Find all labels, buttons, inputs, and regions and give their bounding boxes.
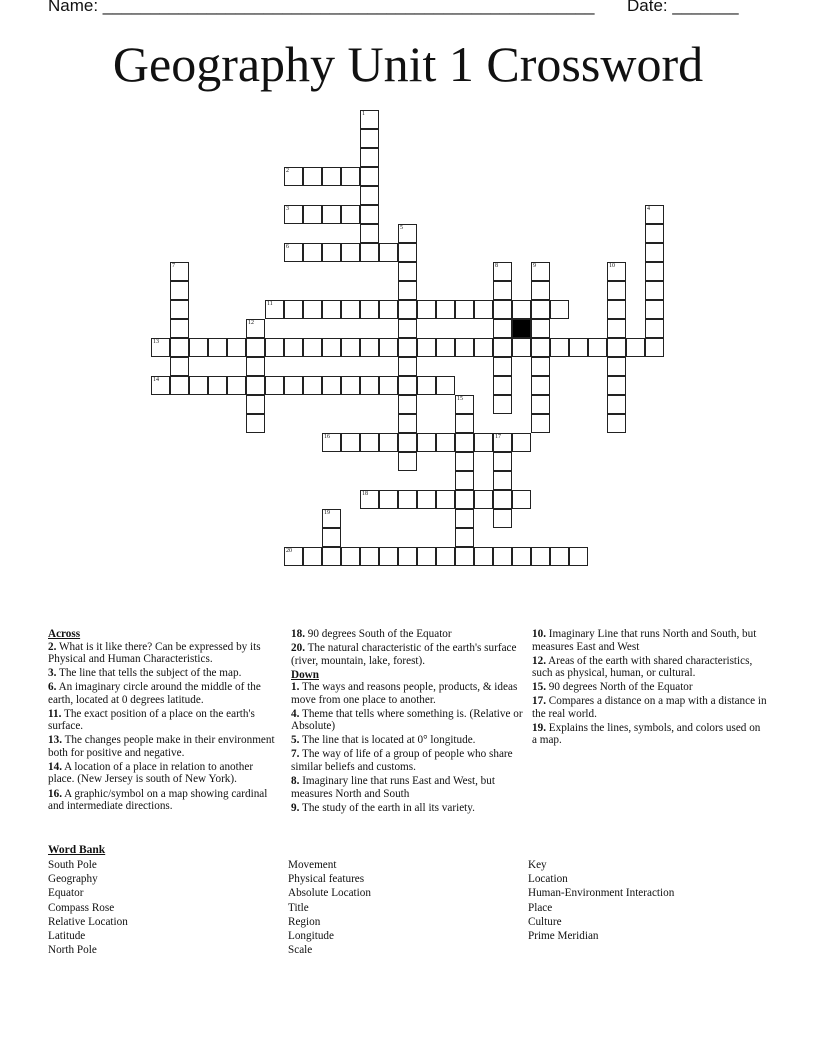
grid-cell[interactable]	[170, 357, 189, 376]
grid-cell[interactable]	[189, 376, 208, 395]
grid-cell[interactable]	[455, 471, 474, 490]
grid-number: 18	[362, 491, 368, 497]
word-bank-item: Place	[528, 901, 553, 914]
grid-cell[interactable]	[265, 376, 284, 395]
grid-cell[interactable]	[436, 490, 455, 509]
grid-number: 5	[400, 225, 403, 231]
grid-cell[interactable]	[493, 319, 512, 338]
grid-cell[interactable]	[398, 490, 417, 509]
grid-cell[interactable]	[550, 547, 569, 566]
grid-cell[interactable]	[360, 376, 379, 395]
grid-number: 11	[267, 301, 273, 307]
grid-cell[interactable]	[341, 167, 360, 186]
grid-cell[interactable]	[360, 167, 379, 186]
grid-cell[interactable]	[322, 376, 341, 395]
grid-cell[interactable]	[436, 338, 455, 357]
grid-cell[interactable]	[246, 357, 265, 376]
grid-cell[interactable]	[303, 547, 322, 566]
grid-cell[interactable]	[398, 547, 417, 566]
down-clue: 17. Compares a distance on a map with a distance in the real world.	[532, 695, 767, 720]
word-bank-item: Latitude	[48, 930, 86, 943]
word-bank-item: Geography	[48, 873, 98, 886]
grid-cell[interactable]	[493, 300, 512, 319]
grid-number: 16	[324, 434, 330, 440]
grid-cell[interactable]	[246, 414, 265, 433]
grid-cell[interactable]	[170, 338, 189, 357]
grid-cell[interactable]	[455, 414, 474, 433]
grid-cell[interactable]	[398, 281, 417, 300]
clues-column-1	[48, 628, 280, 814]
word-bank-column-1	[48, 858, 128, 957]
grid-cell[interactable]	[607, 357, 626, 376]
grid-cell[interactable]	[360, 186, 379, 205]
grid-cell[interactable]	[645, 338, 664, 357]
grid-cell[interactable]	[436, 547, 455, 566]
grid-cell[interactable]	[531, 300, 550, 319]
grid-cell[interactable]	[341, 376, 360, 395]
grid-cell[interactable]	[531, 357, 550, 376]
down-clue: 10. Imaginary Line that runs North and South, but measures East and West	[532, 628, 757, 653]
grid-cell[interactable]	[512, 547, 531, 566]
down-clue: 12. Areas of the earth with shared characteristics, such as physical, human, or cultural.	[532, 654, 753, 680]
grid-cell[interactable]	[379, 547, 398, 566]
grid-cell[interactable]	[645, 243, 664, 262]
grid-cell[interactable]	[493, 357, 512, 376]
grid-cell[interactable]	[512, 433, 531, 452]
grid-cell[interactable]	[189, 338, 208, 357]
grid-cell[interactable]	[246, 395, 265, 414]
grid-number: 3	[286, 206, 289, 212]
grid-cell[interactable]	[645, 262, 664, 281]
grid-cell[interactable]	[303, 167, 322, 186]
across-clue: 2. What is it like there? Can be expressed by its Physical and Human Characteristics.	[48, 640, 261, 665]
grid-cell[interactable]	[170, 319, 189, 338]
grid-cell[interactable]	[455, 300, 474, 319]
grid-cell[interactable]	[569, 338, 588, 357]
page-title: Geography Unit 1 Crossword	[112, 36, 704, 92]
word-bank-item: Title	[288, 901, 309, 914]
clues-column-3	[532, 628, 768, 748]
grid-cell[interactable]	[170, 300, 189, 319]
grid-cell[interactable]	[322, 205, 341, 224]
grid-cell[interactable]	[341, 300, 360, 319]
word-bank-item: Compass Rose	[48, 901, 115, 914]
grid-cell[interactable]	[284, 300, 303, 319]
grid-number: 20	[286, 548, 292, 554]
grid-cell[interactable]	[417, 338, 436, 357]
grid-cell[interactable]	[455, 528, 474, 547]
grid-number: 12	[248, 320, 254, 326]
grid-cell[interactable]	[531, 414, 550, 433]
grid-cell[interactable]	[379, 433, 398, 452]
grid-cell[interactable]	[398, 433, 417, 452]
word-bank-heading: Word Bank	[48, 844, 106, 856]
grid-cell[interactable]	[360, 224, 379, 243]
grid-cell[interactable]	[322, 243, 341, 262]
word-bank-item: North Pole	[48, 944, 97, 957]
word-bank-item: Scale	[288, 944, 313, 957]
grid-cell[interactable]	[341, 205, 360, 224]
grid-cell[interactable]	[398, 319, 417, 338]
grid-cell[interactable]	[170, 281, 189, 300]
down-heading: Down	[291, 668, 319, 681]
across-clue: 11. The exact position of a place on the earth's surface.	[48, 707, 255, 733]
grid-cell[interactable]	[455, 452, 474, 471]
grid-cell[interactable]	[398, 376, 417, 395]
grid-cell[interactable]	[607, 281, 626, 300]
word-bank-column-2	[288, 858, 371, 957]
grid-cell[interactable]	[607, 376, 626, 395]
grid-cell[interactable]	[417, 376, 436, 395]
grid-cell[interactable]	[493, 376, 512, 395]
word-bank-item: Key	[528, 859, 547, 871]
grid-cell[interactable]	[341, 338, 360, 357]
grid-cell[interactable]	[607, 338, 626, 357]
grid-cell[interactable]	[417, 490, 436, 509]
grid-cell[interactable]	[531, 395, 550, 414]
grid-number: 4	[647, 206, 650, 212]
grid-cell[interactable]	[474, 300, 493, 319]
grid-cell[interactable]	[398, 243, 417, 262]
grid-cell[interactable]	[474, 547, 493, 566]
grid-number: 19	[324, 510, 330, 516]
word-bank-item: Physical features	[288, 873, 365, 886]
word-bank-item: Absolute Location	[288, 887, 371, 900]
grid-cell[interactable]	[512, 300, 531, 319]
grid-cell[interactable]	[170, 376, 189, 395]
grid-number: 10	[609, 263, 615, 269]
clues-column-2	[291, 628, 523, 816]
grid-cell[interactable]	[360, 243, 379, 262]
down-clue: 9. The study of the earth in all its variety.	[291, 801, 475, 814]
grid-cell[interactable]	[455, 338, 474, 357]
grid-cell[interactable]	[379, 243, 398, 262]
grid-number: 13	[153, 339, 159, 345]
grid-number: 8	[495, 263, 498, 269]
grid-cell[interactable]	[341, 243, 360, 262]
word-bank-item: Location	[528, 873, 568, 886]
grid-number: 7	[172, 263, 175, 269]
grid-cell[interactable]	[360, 300, 379, 319]
grid-cell[interactable]	[645, 224, 664, 243]
word-bank-item: Longitude	[288, 930, 334, 943]
grid-cell[interactable]	[379, 490, 398, 509]
grid-cell[interactable]	[398, 300, 417, 319]
across-clue: 6. An imaginary circle around the middle of the earth, located at 0 degrees latitude.	[48, 681, 261, 706]
grid-cell[interactable]	[360, 338, 379, 357]
grid-cell[interactable]	[265, 338, 284, 357]
grid-cell[interactable]	[455, 509, 474, 528]
grid-cell[interactable]	[379, 300, 398, 319]
grid-cell[interactable]	[493, 338, 512, 357]
grid-cell[interactable]	[645, 300, 664, 319]
grid-number: 2	[286, 168, 289, 174]
grid-number: 9	[533, 263, 536, 269]
grid-cell[interactable]	[227, 376, 246, 395]
grid-number: 14	[153, 377, 159, 383]
grid-cell[interactable]	[436, 433, 455, 452]
down-clue: 15. 90 degrees North of the Equator	[532, 681, 693, 694]
grid-cell[interactable]	[550, 300, 569, 319]
grid-number: 17	[495, 434, 501, 440]
grid-cell[interactable]	[607, 300, 626, 319]
word-bank-item: Culture	[528, 915, 562, 928]
grid-cell[interactable]	[645, 281, 664, 300]
across-clue: 13. The changes people make in their environment both for positive and negative.	[48, 734, 275, 759]
grid-cell[interactable]	[493, 395, 512, 414]
grid-cell[interactable]	[436, 376, 455, 395]
grid-number: 1	[362, 111, 365, 117]
grid-block	[512, 319, 531, 338]
word-bank-item: Relative Location	[48, 915, 128, 928]
grid-cell[interactable]	[303, 376, 322, 395]
grid-cell[interactable]	[322, 528, 341, 547]
down-clue: 5. The line that is located at 0° longitude.	[291, 734, 476, 747]
date-field[interactable]: Date: _______	[627, 0, 739, 15]
grid-cell[interactable]	[398, 357, 417, 376]
down-clue: 19. Explains the lines, symbols, and colors used on a map.	[532, 721, 761, 747]
grid-cell[interactable]	[360, 205, 379, 224]
word-bank-item: South Pole	[48, 859, 97, 871]
grid-cell[interactable]	[607, 414, 626, 433]
grid-cell[interactable]	[455, 547, 474, 566]
grid-cell[interactable]	[588, 338, 607, 357]
grid-cell[interactable]	[493, 281, 512, 300]
grid-cell[interactable]	[341, 433, 360, 452]
grid-cell[interactable]	[493, 509, 512, 528]
word-bank-column-3	[528, 858, 674, 943]
grid-cell[interactable]	[455, 490, 474, 509]
grid-cell[interactable]	[322, 547, 341, 566]
grid-cell[interactable]	[322, 300, 341, 319]
grid-cell[interactable]	[398, 452, 417, 471]
word-bank-item: Equator	[48, 887, 84, 900]
grid-cell[interactable]	[531, 376, 550, 395]
grid-cell[interactable]	[626, 338, 645, 357]
grid-cell[interactable]	[322, 338, 341, 357]
down-clue: 1. The ways and reasons people, products, & ideas move from one place to another.	[291, 681, 518, 706]
grid-cell[interactable]	[284, 338, 303, 357]
grid-cell[interactable]	[303, 243, 322, 262]
grid-cell[interactable]	[360, 547, 379, 566]
grid-cell[interactable]	[360, 433, 379, 452]
grid-cell[interactable]	[417, 300, 436, 319]
down-clue: 8. Imaginary line that runs East and West, but measures North and South	[291, 775, 495, 800]
grid-cell[interactable]	[208, 376, 227, 395]
grid-cell[interactable]	[360, 129, 379, 148]
grid-cell[interactable]	[493, 452, 512, 471]
grid-number: 6	[286, 244, 289, 250]
grid-cell[interactable]	[607, 319, 626, 338]
grid-cell[interactable]	[512, 338, 531, 357]
word-bank-item: Region	[288, 915, 321, 928]
grid-cell[interactable]	[493, 490, 512, 509]
grid-cell[interactable]	[303, 300, 322, 319]
grid-cell[interactable]	[550, 338, 569, 357]
grid-cell[interactable]	[436, 300, 455, 319]
grid-cell[interactable]	[360, 148, 379, 167]
word-bank-item: Movement	[288, 859, 337, 871]
grid-cell[interactable]	[246, 338, 265, 357]
grid-cell[interactable]	[398, 414, 417, 433]
grid-cell[interactable]	[607, 395, 626, 414]
grid-cell[interactable]	[474, 338, 493, 357]
grid-cell[interactable]	[379, 338, 398, 357]
grid-cell[interactable]	[246, 376, 265, 395]
grid-cell[interactable]	[474, 490, 493, 509]
grid-cell[interactable]	[417, 547, 436, 566]
grid-cell[interactable]	[417, 433, 436, 452]
grid-cell[interactable]	[379, 376, 398, 395]
word-bank-item: Prime Meridian	[528, 930, 599, 943]
down-clue: 7. The way of life of a group of people who share similar beliefs and customs.	[291, 748, 513, 773]
across-clue: 14. A location of a place in relation to another place. (New Jersey is south of New York).	[48, 760, 254, 786]
grid-cell[interactable]	[569, 547, 588, 566]
grid-cell[interactable]	[531, 547, 550, 566]
across-clue: 20. The natural characteristic of the earth's surface (river, mountain, lake, forest).	[291, 642, 517, 667]
grid-cell[interactable]	[455, 433, 474, 452]
grid-cell[interactable]	[531, 338, 550, 357]
across-clue: 3. The line that tells the subject of the map.	[48, 667, 242, 680]
word-bank-item: Human-Environment Interaction	[528, 887, 675, 900]
name-field[interactable]: Name: ____________________________________________________	[48, 0, 595, 15]
grid-cell[interactable]	[531, 281, 550, 300]
grid-cell[interactable]	[303, 338, 322, 357]
grid-cell[interactable]	[227, 338, 246, 357]
grid-cell[interactable]	[322, 167, 341, 186]
grid-cell[interactable]	[512, 490, 531, 509]
grid-cell[interactable]	[531, 319, 550, 338]
grid-cell[interactable]	[645, 319, 664, 338]
grid-cell[interactable]	[303, 205, 322, 224]
grid-cell[interactable]	[398, 338, 417, 357]
grid-cell[interactable]	[208, 338, 227, 357]
grid-cell[interactable]	[341, 547, 360, 566]
grid-cell[interactable]	[398, 395, 417, 414]
grid-cell[interactable]	[493, 471, 512, 490]
grid-cell[interactable]	[284, 376, 303, 395]
grid-cell[interactable]	[474, 433, 493, 452]
across-clue: 16. A graphic/symbol on a map showing cardinal and intermediate directions.	[48, 787, 268, 813]
grid-cell[interactable]	[493, 547, 512, 566]
grid-cell[interactable]	[398, 262, 417, 281]
across-clue: 18. 90 degrees South of the Equator	[291, 628, 452, 640]
grid-number: 15	[457, 396, 463, 402]
across-heading: Across	[48, 628, 81, 640]
down-clue: 4. Theme that tells where something is. (Relative or Absolute)	[291, 707, 523, 733]
